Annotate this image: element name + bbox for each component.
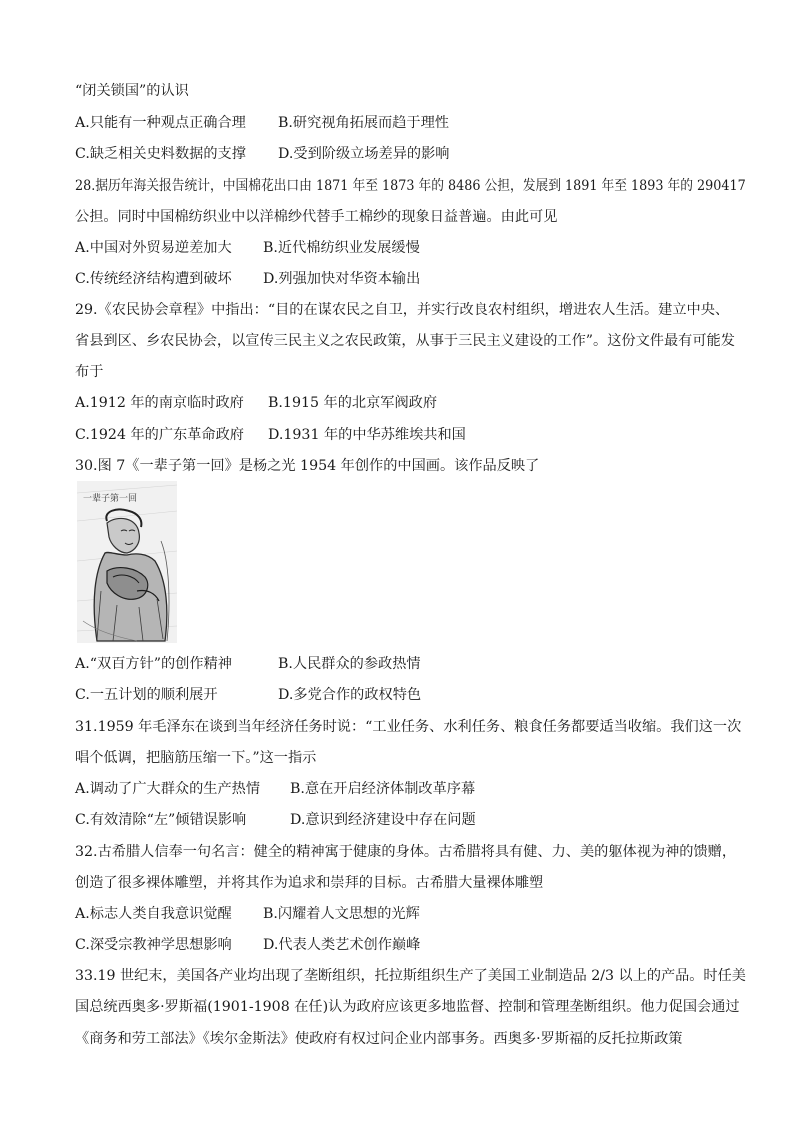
painting-title-text: 一辈子第一回 — [83, 494, 138, 504]
q27-option-b: B.研究视角拓展而趋于理性 — [278, 115, 449, 131]
q28-option-c: C.传统经济结构遭到破坏 — [75, 271, 232, 287]
q27-option-d: D.受到阶级立场差异的影响 — [278, 146, 450, 162]
q30-option-a: A.“双百方针”的创作精神 — [75, 656, 232, 672]
q29-stem-line-1: 29.《农民协会章程》中指出：“目的在谋农民之自卫，并实行改良农村组织，增进农人生活。建立中央、 — [75, 302, 730, 318]
q29-option-a: A.1912 年的南京临时政府 — [75, 395, 244, 411]
painting-illustration — [77, 481, 177, 643]
q27-option-c: C.缺乏相关史料数据的支撑 — [75, 146, 246, 162]
q32-option-b: B.闪耀着人文思想的光辉 — [263, 906, 420, 922]
q27-option-a: A.只能有一种观点正确合理 — [75, 115, 246, 131]
q33-stem-line-1: 33.19 世纪末，美国各产业均出现了垄断组织，托拉斯组织生产了美国工业制造品 2/3 以上的产品。时任美 — [75, 968, 746, 984]
painting-figure — [77, 481, 177, 643]
q28-option-a: A.中国对外贸易逆差加大 — [75, 240, 232, 256]
q29-stem-line-3: 布于 — [75, 364, 104, 380]
q32-stem-line-2: 创造了很多裸体雕塑，并将其作为追求和崇拜的目标。古希腊大量裸体雕塑 — [75, 875, 544, 891]
q28-option-b: B.近代棉纺织业发展缓慢 — [263, 240, 420, 256]
q31-option-b: B.意在开启经济体制改革序幕 — [290, 781, 476, 797]
q30-option-c: C.一五计划的顺利展开 — [75, 687, 218, 703]
q30-stem-line-1: 30.图 7《一辈子第一回》是杨之光 1954 年创作的中国画。该作品反映了 — [75, 458, 540, 474]
q29-option-c: C.1924 年的广东革命政府 — [75, 427, 244, 443]
q28-option-d: D.列强加快对华资本输出 — [263, 271, 421, 287]
intro-line: “闭关锁国”的认识 — [75, 83, 189, 99]
q29-option-d: D.1931 年的中华苏维埃共和国 — [268, 427, 466, 443]
q32-option-a: A.标志人类自我意识觉醒 — [75, 906, 232, 922]
q28-stem-line-2: 公担。同时中国棉纺织业中以洋棉纱代替手工棉纱的现象日益普遍。由此可见 — [75, 209, 558, 225]
q33-stem-line-2: 国总统西奥多·罗斯福(1901-1908 在任)认为政府应该更多地监督、控制和管理垄断组织。他力促国会通过 — [75, 999, 740, 1015]
q31-option-d: D.意识到经济建设中存在问题 — [290, 812, 476, 828]
q30-option-b: B.人民群众的参政热情 — [278, 656, 421, 672]
q32-option-d: D.代表人类艺术创作巅峰 — [263, 937, 421, 953]
q33-stem-line-3: 《商务和劳工部法》《埃尔金斯法》使政府有权过问企业内部事务。西奥多·罗斯福的反托拉斯政策 — [75, 1031, 683, 1047]
q32-stem-line-1: 32.古希腊人信奉一句名言：健全的精神寓于健康的身体。古希腊将具有健、力、美的躯体视为神的馈赠， — [75, 844, 737, 860]
q31-option-a: A.调动了广大群众的生产热情 — [75, 781, 261, 797]
q31-stem-line-1: 31.1959 年毛泽东在谈到当年经济任务时说：“工业任务、水利任务、粮食任务都要适当收缩。我们这一次 — [75, 719, 742, 735]
q28-stem-line-1: 28.据历年海关报告统计，中国棉花出口由 1871 年至 1873 年的 8486 公担，发展到 1891 年至 1893 年的 290417 — [75, 178, 746, 194]
q31-option-c: C.有效清除“左”倾错误影响 — [75, 812, 247, 828]
q30-option-d: D.多党合作的政权特色 — [278, 687, 422, 703]
q29-option-b: B.1915 年的北京军阀政府 — [268, 395, 438, 411]
q32-option-c: C.深受宗教神学思想影响 — [75, 937, 232, 953]
q29-stem-line-2: 省县到区、乡农民协会，以宣传三民主义之农民政策，从事于三民主义建设的工作”。这份文件最有可能发 — [75, 333, 735, 349]
q31-stem-line-2: 唱个低调，把脑筋压缩一下。”这一指示 — [75, 750, 317, 766]
